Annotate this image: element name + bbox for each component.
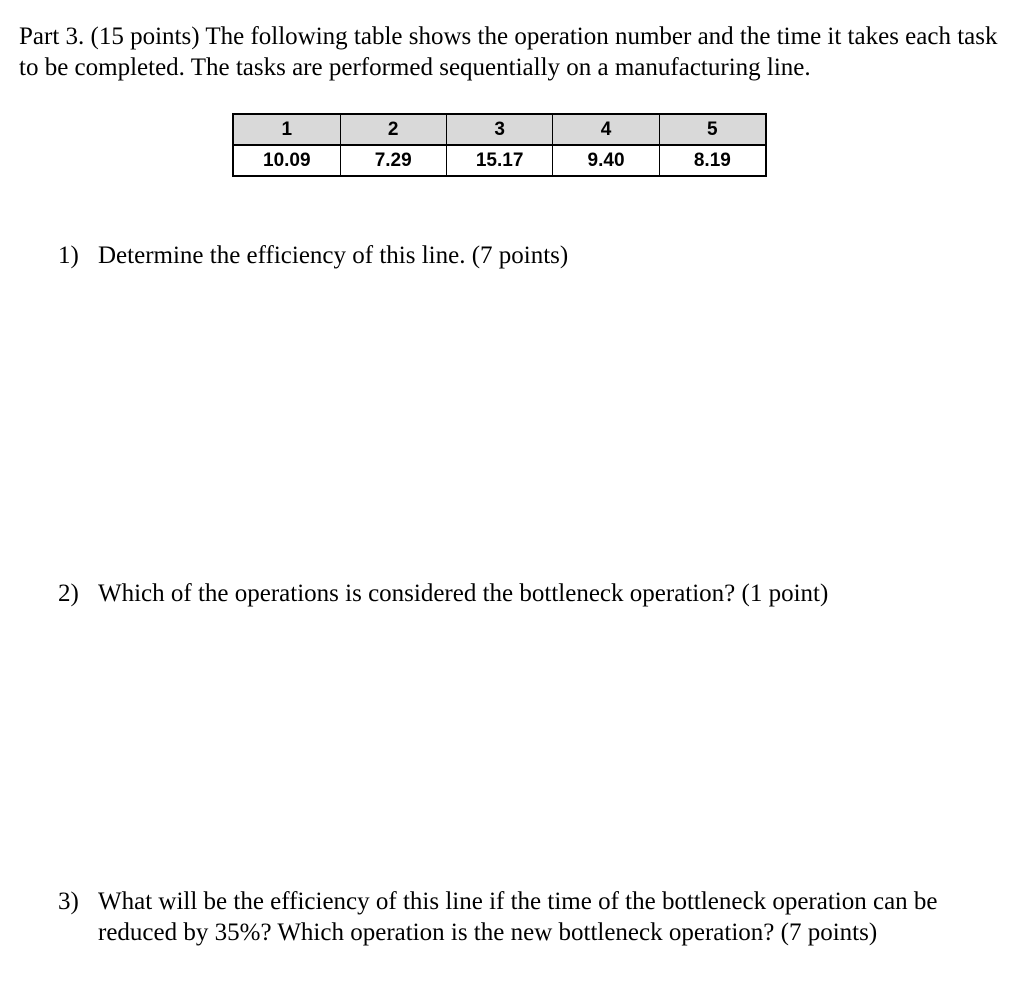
question-number: 1) [58,242,79,269]
question-text: Determine the efficiency of this line. (7 points) [98,242,569,269]
operation-time-cell: 7.29 [340,145,446,176]
operation-number-cell: 4 [553,114,659,145]
operation-number-cell: 5 [659,114,766,145]
question-1 [58,240,988,271]
question-text: Which of the operations is considered the bottleneck operation? (1 point) [98,580,829,607]
question-number: 3) [58,888,79,915]
operation-time-cell: 10.09 [233,145,340,176]
operation-number-cell: 3 [446,114,553,145]
operation-time-row [233,145,766,176]
question-number: 2) [58,580,79,607]
operation-time-cell: 8.19 [659,145,766,176]
question-2 [58,578,988,609]
operations-table [232,113,767,177]
operation-time-cell: 9.40 [553,145,659,176]
operation-number-row [233,114,766,145]
operation-number-cell: 2 [340,114,446,145]
operation-time-cell: 15.17 [446,145,553,176]
operation-number-cell: 1 [233,114,340,145]
question-text: What will be the efficiency of this line if the time of the bottleneck operation can be reduced by 35%? Which operation is the new bottleneck operation? (7 points) [98,888,938,946]
problem-intro: Part 3. (15 points) The following table shows the operation number and the time it takes each task to be completed. The tasks are performed sequentially on a manufacturing line. [19,23,998,81]
question-3 [58,886,988,948]
